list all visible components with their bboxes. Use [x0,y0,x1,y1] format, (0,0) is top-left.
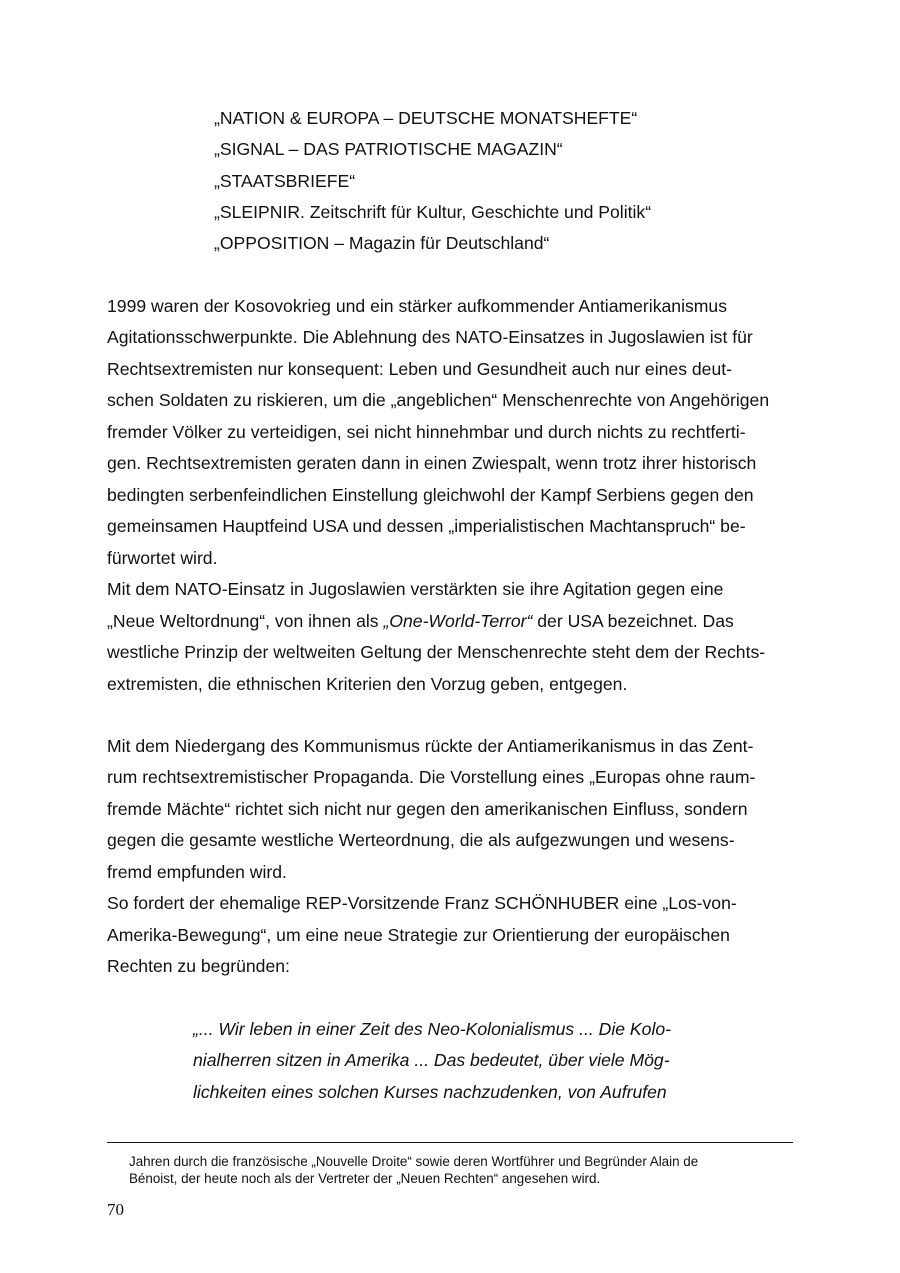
text-line: gemeinsamen Hauptfeind USA und dessen „imperialistischen Machtanspruch“ be- [107,516,746,536]
text-segment: der USA bezeichnet. Das [532,611,734,631]
footnote-separator [107,1142,793,1143]
text-line: bedingten serbenfeindlichen Einstellung gleichwohl der Kampf Serbiens gegen den [107,485,754,505]
text-line: rum rechtsextremistischer Propaganda. Die Vorstellung eines „Europas ohne raum- [107,767,756,787]
text-line: fürwortet wird. [107,548,218,568]
quote-line: nialherren sitzen in Amerika ... Das bedeutet, über viele Mög- [193,1050,670,1070]
magazine-item: „OPPOSITION – Magazin für Deutschland“ [214,233,550,253]
text-line: fremd empfunden wird. [107,862,287,882]
magazine-item: „STAATSBRIEFE“ [214,171,356,191]
magazine-item: „SLEIPNIR. Zeitschrift für Kultur, Geschichte und Politik“ [214,202,652,222]
text-line [107,611,734,631]
magazine-item: „SIGNAL – DAS PATRIOTISCHE MAGAZIN“ [214,139,563,159]
text-line: 1999 waren der Kosovokrieg und ein stärker aufkommender Antiamerikanismus [107,296,728,316]
text-line: Rechten zu begründen: [107,956,290,976]
text-line: So fordert der ehemalige REP-Vorsitzende Franz SCHÖNHUBER eine „Los-von- [107,893,737,913]
quote-line: „... Wir leben in einer Zeit des Neo-Kolonialismus ... Die Kolo- [193,1019,671,1039]
quote-line: lichkeiten eines solchen Kurses nachzudenken, von Aufrufen [193,1082,667,1102]
text-line: Amerika-Bewegung“, um eine neue Strategie zur Orientierung der europäischen [107,925,730,945]
text-line: Mit dem NATO-Einsatz in Jugoslawien verstärkten sie ihre Agitation gegen eine [107,579,724,599]
text-line: gen. Rechtsextremisten geraten dann in einen Zwiespalt, wenn trotz ihrer historisch [107,453,757,473]
text-line: fremde Mächte“ richtet sich nicht nur gegen den amerikanischen Einfluss, sondern [107,799,748,819]
text-line: Rechtsextremisten nur konsequent: Leben und Gesundheit auch nur eines deut- [107,359,732,379]
text-line: westliche Prinzip der weltweiten Geltung der Menschenrechte steht dem der Rechts- [107,642,766,662]
text-line: Agitationsschwerpunkte. Die Ablehnung des NATO-Einsatzes in Jugoslawien ist für [107,327,753,347]
text-line: fremder Völker zu verteidigen, sei nicht hinnehmbar und durch nichts zu rechtferti- [107,422,746,442]
text-line: schen Soldaten zu riskieren, um die „angeblichen“ Menschenrechte von Angehörigen [107,390,770,410]
text-line: Mit dem Niedergang des Kommunismus rückte der Antiamerikanismus in das Zent- [107,736,754,756]
emphasis-term: „One-World-Terror“ [383,611,533,631]
footnote-line: Jahren durch die französische „Nouvelle Droite“ sowie deren Wortführer und Begründer Alain de [129,1154,699,1169]
text-line: gegen die gesamte westliche Werteordnung, die als aufgezwungen und wesens- [107,830,735,850]
text-line: extremisten, die ethnischen Kriterien den Vorzug geben, entgegen. [107,674,628,694]
page-number: 70 [107,1200,124,1219]
magazine-item: „NATION & EUROPA – DEUTSCHE MONATSHEFTE“ [214,108,638,128]
text-segment: „Neue Weltordnung“, von ihnen als [107,611,384,631]
footnote-line: Bénoist, der heute noch als der Vertreter der „Neuen Rechten“ angesehen wird. [129,1171,601,1186]
